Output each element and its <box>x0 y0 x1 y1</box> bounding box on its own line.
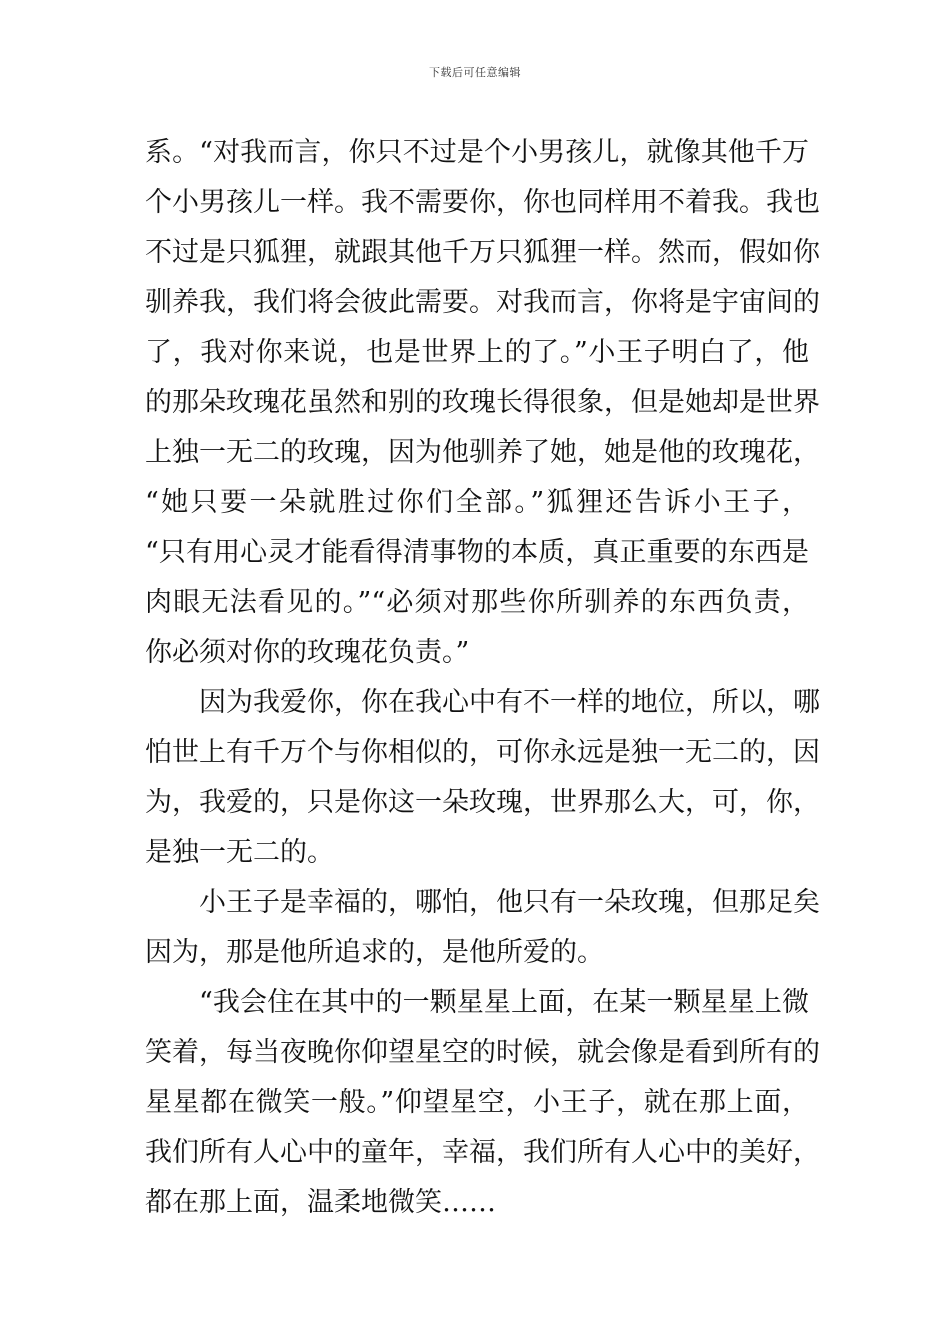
text-line: 肉眼无法看见的。”“必须对那些你所驯养的东西负责， <box>145 587 809 618</box>
text-line: “我会住在其中的一颗星星上面，在某一颗星星上微 <box>199 987 809 1018</box>
text-line: 因为我爱你，你在我心中有不一样的地位，所以，哪 <box>199 687 820 718</box>
text-line: 我们所有人心中的童年，幸福，我们所有人心中的美好， <box>145 1137 820 1168</box>
paragraph <box>145 678 820 878</box>
page-header: 下载后可任意编辑 <box>429 66 521 79</box>
text-line: “她只要一朵就胜过你们全部。”狐狸还告诉小王子， <box>145 487 809 518</box>
text-line: 星星都在微笑一般。”仰望星空，小王子，就在那上面， <box>145 1087 809 1118</box>
text-line: 小王子是幸福的，哪怕，他只有一朵玫瑰，但那足矣 <box>199 887 820 918</box>
text-line: 驯养我，我们将会彼此需要。对我而言，你将是宇宙间的 <box>145 287 820 318</box>
text-line: 都在那上面，温柔地微笑…… <box>145 1187 496 1218</box>
text-line: 怕世上有千万个与你相似的，可你永远是独一无二的，因 <box>145 737 820 768</box>
text-line: 笑着，每当夜晚你仰望星空的时候，就会像是看到所有的 <box>145 1037 820 1068</box>
text-line: “只有用心灵才能看得清事物的本质，真正重要的东西是 <box>145 537 809 568</box>
text-line: 系。“对我而言，你只不过是个小男孩儿，就像其他千万 <box>145 137 809 168</box>
text-line: 不过是只狐狸，就跟其他千万只狐狸一样。然而，假如你 <box>145 237 820 268</box>
text-line: 因为，那是他所追求的，是他所爱的。 <box>145 937 604 968</box>
text-line: 个小男孩儿一样。我不需要你，你也同样用不着我。我也 <box>145 187 820 218</box>
text-line: 了，我对你来说，也是世界上的了。”小王子明白了，他 <box>145 337 809 368</box>
text-line: 上独一无二的玫瑰，因为他驯养了她，她是他的玫瑰花， <box>145 437 820 468</box>
text-line: 的那朵玫瑰花虽然和别的玫瑰长得很象，但是她却是世界 <box>145 387 820 418</box>
text-line: 是独一无二的。 <box>145 837 334 868</box>
paragraph <box>145 878 820 978</box>
document-body <box>145 128 820 1228</box>
text-line: 为，我爱的，只是你这一朵玫瑰，世界那么大，可，你， <box>145 787 820 818</box>
text-line: 你必须对你的玫瑰花负责。” <box>145 637 470 668</box>
paragraph <box>145 128 820 678</box>
paragraph <box>145 978 820 1228</box>
